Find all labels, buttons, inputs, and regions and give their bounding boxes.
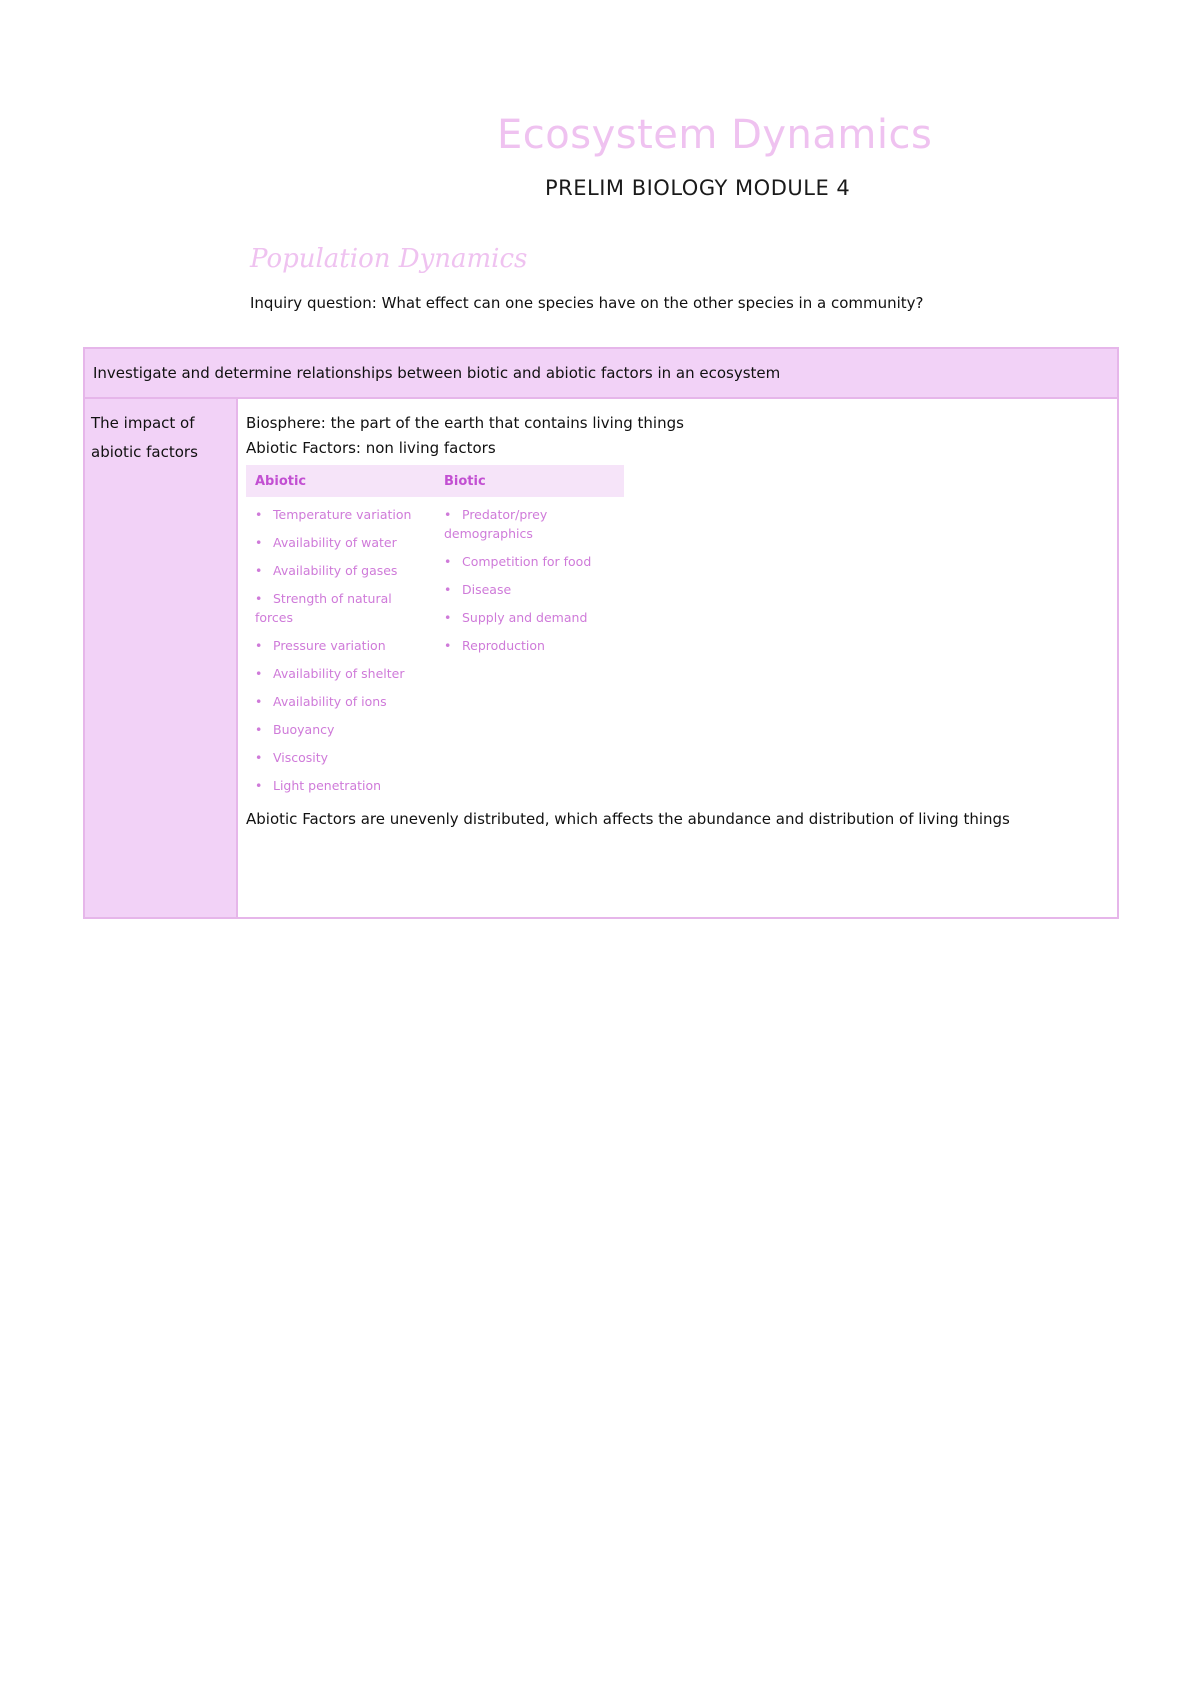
factor-list-item	[255, 636, 426, 655]
factor-list-item	[255, 664, 426, 683]
factor-list-item-text: Temperature variation	[273, 507, 412, 522]
factor-list-item	[255, 589, 426, 627]
document-subtitle: PRELIM BIOLOGY MODULE 4	[545, 176, 851, 200]
factor-list-item-text: Availability of gases	[273, 563, 398, 578]
biosphere-definition: Biosphere: the part of the earth that contains living things	[246, 414, 684, 432]
factor-list-item-text: Competition for food	[462, 554, 592, 569]
factor-list-item-text: Buoyancy	[273, 722, 335, 737]
factor-list-item-text: Reproduction	[462, 638, 545, 653]
factor-list-item	[255, 533, 426, 552]
row-content-cell	[238, 399, 1117, 917]
factor-list-item	[255, 561, 426, 580]
bullet-icon: •	[255, 666, 263, 681]
bullet-icon: •	[444, 582, 452, 597]
factor-list-item-text: Availability of water	[273, 535, 397, 550]
factor-list-item	[444, 608, 615, 627]
factor-list-item-text: Disease	[462, 582, 512, 597]
row-label-cell: The impact of abiotic factors	[85, 399, 238, 917]
outline-table-row	[85, 399, 1117, 917]
factor-list-item	[255, 692, 426, 711]
factor-list-item	[444, 505, 615, 543]
biotic-column-header: Biotic	[435, 465, 624, 497]
factor-list-item	[255, 748, 426, 767]
abiotic-definition: Abiotic Factors: non living factors	[246, 439, 496, 457]
section-heading: Population Dynamics	[250, 244, 528, 274]
bullet-icon: •	[255, 591, 263, 606]
bullet-icon: •	[255, 507, 263, 522]
bullet-icon: •	[255, 722, 263, 737]
factor-list-item-text: Light penetration	[273, 778, 382, 793]
distribution-statement: Abiotic Factors are unevenly distributed, which affects the abundance and distribution of living things	[246, 810, 1010, 828]
bullet-icon: •	[255, 638, 263, 653]
factor-list-item	[255, 776, 426, 795]
abiotic-factor-list	[255, 505, 426, 795]
inquiry-question: Inquiry question: What effect can one species have on the other species in a community?	[250, 294, 924, 312]
biotic-factor-list	[444, 505, 615, 655]
bullet-icon: •	[444, 507, 452, 522]
bullet-icon: •	[255, 750, 263, 765]
factor-list-item-text: Predator/prey demographics	[444, 507, 548, 541]
biotic-column	[435, 497, 624, 804]
factor-list-item	[255, 505, 426, 524]
bullet-icon: •	[444, 554, 452, 569]
factor-comparison-table	[246, 465, 624, 804]
factor-list-item-text: Availability of ions	[273, 694, 387, 709]
factor-list-item-text: Supply and demand	[462, 610, 588, 625]
factor-list-item-text: Availability of shelter	[273, 666, 405, 681]
bullet-icon: •	[255, 535, 263, 550]
bullet-icon: •	[444, 610, 452, 625]
factor-list-item	[444, 552, 615, 571]
bullet-icon: •	[255, 563, 263, 578]
factor-list-item-text: Strength of natural forces	[255, 591, 392, 625]
document-title: Ecosystem Dynamics	[497, 112, 933, 158]
bullet-icon: •	[255, 694, 263, 709]
syllabus-outline-table	[83, 347, 1119, 919]
factor-list-item	[444, 636, 615, 655]
factor-list-item-text: Pressure variation	[273, 638, 386, 653]
abiotic-column	[246, 497, 435, 804]
bullet-icon: •	[444, 638, 452, 653]
abiotic-column-header: Abiotic	[246, 465, 435, 497]
outline-table-header: Investigate and determine relationships between biotic and abiotic factors in an ecosystem	[85, 349, 1117, 399]
factor-list-item-text: Viscosity	[273, 750, 329, 765]
factor-list-item	[255, 720, 426, 739]
bullet-icon: •	[255, 778, 263, 793]
factor-list-item	[444, 580, 615, 599]
